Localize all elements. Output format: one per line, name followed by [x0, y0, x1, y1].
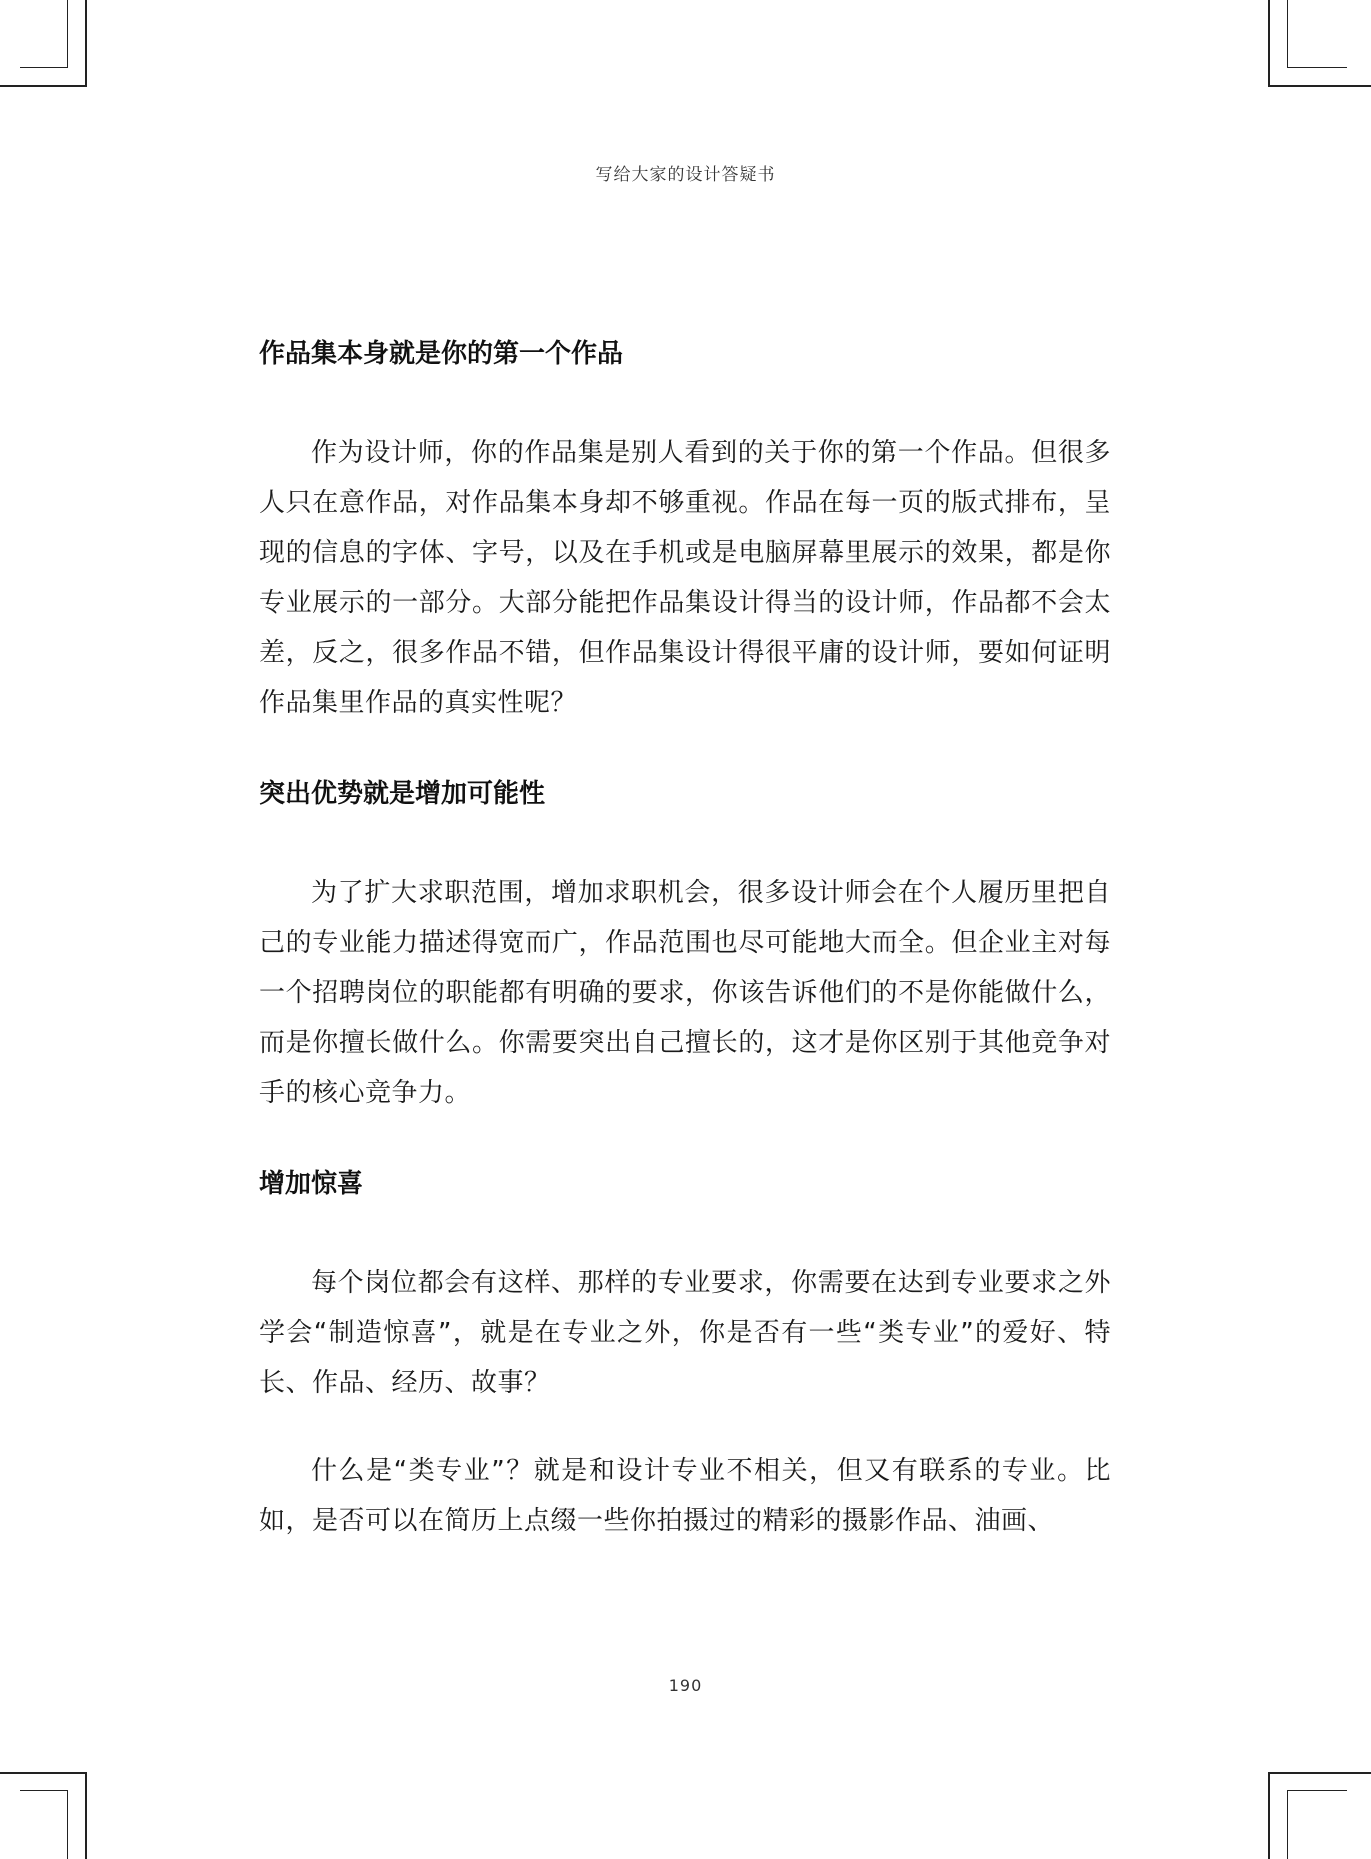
body-paragraph: 作为设计师，你的作品集是别人看到的关于你的第一个作品。但很多人只在意作品，对作品集本身却不够重视。作品在每一页的版式排布，呈现的信息的字体、字号，以及在手机或是电脑屏幕里展示的效果，都是你专业展示的一部分。大部分能把作品集设计得当的设计师，作品都不会太差，反之，很多作品不错，但作品集设计得很平庸的设计师，要如何证明作品集里作品的真实性呢？ [259, 438, 1111, 718]
crop-mark-bottom-right-vertical-outer [1287, 1790, 1288, 1859]
spacer [259, 728, 1111, 770]
crop-mark-top-right-horizontal [1268, 85, 1371, 87]
crop-mark-bottom-right-vertical [1268, 1772, 1270, 1859]
spacer [259, 818, 1111, 868]
page-number: 190 [668, 1676, 703, 1695]
spacer [259, 1208, 1111, 1258]
crop-mark-bottom-left-horizontal [0, 1772, 87, 1774]
spacer [259, 1408, 1111, 1446]
crop-mark-top-right-horizontal-outer [1287, 67, 1347, 68]
body-paragraph: 什么是“类专业”？就是和设计专业不相关，但又有联系的专业。比如，是否可以在简历上点缀一些你拍摄过的精彩的摄影作品、油画、 [259, 1456, 1111, 1536]
page-body [259, 330, 1111, 1546]
spacer [259, 1118, 1111, 1160]
crop-mark-bottom-left-vertical [85, 1772, 87, 1859]
crop-mark-bottom-right-horizontal-outer [1287, 1790, 1347, 1791]
crop-mark-bottom-left-vertical-outer [67, 1790, 68, 1859]
crop-mark-top-right-vertical-outer [1287, 0, 1288, 68]
crop-mark-top-left-horizontal-outer [20, 67, 68, 68]
body-paragraph: 每个岗位都会有这样、那样的专业要求，你需要在达到专业要求之外学会“制造惊喜”，就是在专业之外，你是否有一些“类专业”的爱好、特长、作品、经历、故事？ [259, 1268, 1111, 1398]
section-heading: 增加惊喜 [259, 1169, 364, 1199]
running-head: 写给大家的设计答疑书 [595, 165, 776, 185]
section-heading: 突出优势就是增加可能性 [259, 779, 546, 809]
crop-mark-top-left-vertical [85, 0, 87, 87]
crop-mark-top-left-vertical-outer [67, 0, 68, 68]
crop-mark-top-left-horizontal [0, 85, 87, 87]
spacer [259, 378, 1111, 428]
section-heading: 作品集本身就是你的第一个作品 [259, 339, 624, 369]
crop-mark-bottom-left-horizontal-outer [20, 1790, 68, 1791]
body-paragraph: 为了扩大求职范围，增加求职机会，很多设计师会在个人履历里把自己的专业能力描述得宽而广，作品范围也尽可能地大而全。但企业主对每一个招聘岗位的职能都有明确的要求，你该告诉他们的不是你能做什么，而是你擅长做什么。你需要突出自己擅长的，这才是你区别于其他竞争对手的核心竞争力。 [259, 878, 1111, 1108]
crop-mark-top-right-vertical [1268, 0, 1270, 87]
crop-mark-bottom-right-horizontal [1268, 1772, 1371, 1774]
